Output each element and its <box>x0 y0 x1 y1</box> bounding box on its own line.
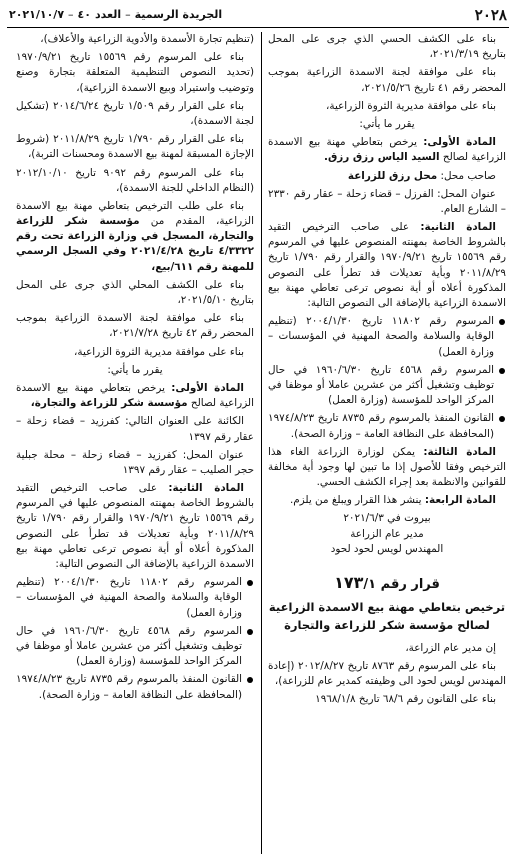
article-label: المادة الأولى: <box>423 136 496 149</box>
article-text: على صاحب الترخيص التقيد بالشروط الخاصة بمهنته المنصوص عليها في المرسوم رقم ١٥٥٦٩ تاريخ ١٩٧٠/٩/٢١ والقرار رقم ١/٧٩٠ تاريخ ٢٠١١/٨/٢٩ وبأية تعديلات قد تطرأ على النصوص المذكورة أعلاه أو أية نصوص ترعى تعاطي مهنة بيع الاسمدة الزراعية بالإضافة الى النصوص التالية: <box>16 482 255 570</box>
page-number: ٢٠٢٨ <box>474 5 507 24</box>
article-text: يرخص بتعاطي مهنة بيع الاسمدة الزراعية لصالح <box>268 136 506 164</box>
paragraph: إن مدير عام الزراعة، <box>405 641 496 654</box>
left-column <box>13 32 261 854</box>
owner-value: محل رزق للزراعة <box>347 169 438 182</box>
article-label: المادة الثانية: <box>168 482 244 495</box>
owner-label: صاحب محل: <box>440 169 496 182</box>
paragraph: بناء على موافقة لجنة الاسمدة الزراعية بموجب المحضر رقم ٤١ تاريخ ٢٠٢١/٥/٢٦، <box>268 66 506 94</box>
issue-date: ٢٠٢١/١٠/٧ <box>9 8 65 22</box>
article-2 <box>268 220 506 311</box>
paragraph: بناء على الكشف الحسي الذي جرى على المحل بتاريخ ٢٠٢١/٣/١٩، <box>268 33 506 61</box>
signatory-name: المهندس لويس لحود لحود <box>330 542 444 555</box>
list-item: القانون المنفذ بالمرسوم رقم ٨٧٣٥ تاريخ ١٩٧٤/٨/٢٣ (المحافظة على النظافة العامة – وزارة الصحة). <box>16 672 254 702</box>
paragraph: بناء على القرار رقم ١/٥٠٩ تاريخ ٢٠١٤/٦/٢٤ (تشكيل لجنة الاسمدة)، <box>16 99 254 127</box>
subject-line: لصالح مؤسسة شكر للزراعة والتجارة <box>284 617 490 632</box>
owner-line <box>268 169 506 184</box>
article-text: على صاحب الترخيص التقيد بالشروط الخاصة بمهنته المنصوص عليها في المرسوم رقم ١٥٥٦٩ تاريخ ١٩٧٠/٩/٢١ والقرار رقم ١/٧٩٠ تاريخ ٢٠١١/٨/٢٩ وبأية تعديلات قد تطرأ على النصوص المذكورة أعلاه أو أية نصوص ترعى تعاطي مهنة بيع الاسمدة الزراعية بالإضافة الى النصوص التالية: <box>268 221 507 309</box>
list-item: المرسوم رقم ١١٨٠٢ تاريخ ٢٠٠٤/١/٣٠ (تنظيم الوقاية والسلامة والصحة المهنية في المؤسسات – وزارة العمل) <box>268 314 506 360</box>
article-text: يمكن لوزارة الزراعة الغاء هذا الترخيص وفقا للأصول إذا ما تبين لها وجود أية مخالفة للقوانين والانظمة بعد إجراء الكشف الحسي. <box>268 445 506 489</box>
gazette-name: الجريدة الرسمية <box>134 8 223 22</box>
article-3 <box>268 445 506 491</box>
licensee-name: مؤسسة شكر للزراعة والتجارة، <box>30 397 188 410</box>
decision-subject <box>268 599 506 635</box>
article-label: المادة الرابعة: <box>424 494 496 507</box>
decision-title <box>268 571 506 595</box>
subject-line: ترخيص بتعاطي مهنة بيع الاسمدة الزراعية <box>268 599 506 614</box>
shop-address: عنوان المحل: الفرزل – قضاء زحلة – عقار رقم ٢٣٣٠ – الشارع العام. <box>268 187 506 215</box>
paragraph-text: بناء على طلب الترخيص بتعاطي مهنة بيع الاسمدة الزراعية، المقدم من <box>16 199 254 228</box>
columns <box>7 32 509 854</box>
article-label: المادة الأولى: <box>171 381 244 394</box>
decision-suffix: /١ <box>363 577 377 592</box>
licensee-name: السيد الياس رزق رزق. <box>324 151 440 164</box>
decision-prefix: قرار رقم <box>380 577 440 592</box>
article-label: المادة الثانية: <box>420 221 496 234</box>
article-text: يرخص بتعاطي مهنة بيع الاسمدة الزراعية لصالح <box>16 381 254 410</box>
shop-address: عنوان المحل: كفرزيد – قضاء زحلة – محلة جبلية حجر الصليب – عقار رقم ١٣٩٧ <box>16 448 254 476</box>
paragraph: بناء على القانون رقم ٦٨/٦ تاريخ ١٩٦٨/١/٨ <box>315 693 496 706</box>
paragraph: بناء على المرسوم رقم ١٥٥٦٩ تاريخ ١٩٧٠/٩/٢١ (تحديد النصوص التنظيمية المتعلقة بتجارة وصنع وتوضيب واستيراد وبيع الاسمدة الزراعية)، <box>16 51 254 94</box>
list-item: المرسوم رقم ٤٥٦٨ تاريخ ١٩٦٠/٦/٣٠ في حال توظيف وتشغيل أكثر من عشرين عاملا أو موظفا في المركز الواحد للمؤسسة (وزارة العمل) <box>16 624 254 670</box>
article-label: المادة الثالثة: <box>423 445 496 458</box>
list-item: القانون المنفذ بالمرسوم رقم ٨٧٣٥ تاريخ ١٩٧٤/٨/٢٣ (المحافظة على النظافة العامة – وزارة الصحة). <box>268 411 506 441</box>
list-item: المرسوم رقم ١١٨٠٢ تاريخ ٢٠٠٤/١/٣٠ (تنظيم الوقاية والسلامة والصحة المهنية في المؤسسات – وزارة العمل) <box>16 575 254 621</box>
article-4 <box>268 493 506 508</box>
signatory-title: مدير عام الزراعة <box>350 527 424 540</box>
applicant-details: مؤسسة شكر للزراعة والتجارة، المسجل في وزارة الزراعة تحت رقم ٤/٣٣٢٢ تاريخ ٢٠٢١/٤/٢٨ وفي السجل الرسمي للمهنة رقم ٦١١/بيع، <box>16 215 254 273</box>
article-2 <box>16 481 254 572</box>
issue-label: العدد <box>94 8 122 22</box>
paragraph <box>16 199 254 275</box>
right-column <box>261 32 509 854</box>
official-address: الكائنة على العنوان التالي: كفرزيد – قضاء زحلة – عقار رقم ١٣٩٧ <box>16 415 254 443</box>
decision-number: ١٧٣ <box>334 573 364 592</box>
decides-line: يقرر ما يأتي: <box>359 117 415 130</box>
paragraph: بناء على الكشف المحلي الذي جرى على المحل بتاريخ ٢٠٢١/٥/١٠، <box>16 278 254 306</box>
article-1 <box>16 381 254 411</box>
paragraph: بناء على القرار رقم ١/٧٩٠ تاريخ ٢٠١١/٨/٢٩ (شروط الإجازة المسبقة لمهنة بيع الاسمدة ومحسنات التربة)، <box>16 133 254 161</box>
article-text: ينشر هذا القرار ويبلغ من يلزم. <box>289 494 422 507</box>
paragraph: (تنظيم تجارة الأسمدة والأدوية الزراعية والأعلاف)، <box>40 33 254 45</box>
issue-number: ٤٠ <box>77 8 91 22</box>
page-header <box>7 4 509 28</box>
list-item: المرسوم رقم ٤٥٦٨ تاريخ ١٩٦٠/٦/٣٠ في حال توظيف وتشغيل أكثر من عشرين عاملا أو موظفا في المركز الواحد للمؤسسة (وزارة العمل) <box>268 363 506 409</box>
paragraph: بناء على المرسوم رقم ٨٧٦٣ تاريخ ٢٠١٢/٨/٢٧ (إعادة المهندس لويس لحود الى وظيفته كمدير عام للزراعة)، <box>268 659 506 687</box>
gazette-masthead: الجريدة الرسمية – العدد ٤٠ – ٢٠٢١/١٠/٧ <box>9 7 222 23</box>
decides-line: يقرر ما يأتي: <box>107 363 163 376</box>
paragraph: بناء على موافقة مديرية الثروة الزراعية، <box>74 345 244 358</box>
paragraph: بناء على موافقة مديرية الثروة الزراعية، <box>326 99 496 112</box>
paragraph: بناء على موافقة لجنة الاسمدة الزراعية بموجب المحضر رقم ٤٢ تاريخ ٢٠٢١/٧/٢٨، <box>16 312 254 340</box>
place-date: بيروت في ٢٠٢١/٦/٣ <box>343 512 431 525</box>
paragraph: بناء على المرسوم رقم ٩٠٩٢ تاريخ ٢٠١٢/١٠/١٠ (النظام الداخلي للجنة الاسمدة)، <box>16 166 254 194</box>
article-1 <box>268 135 506 165</box>
